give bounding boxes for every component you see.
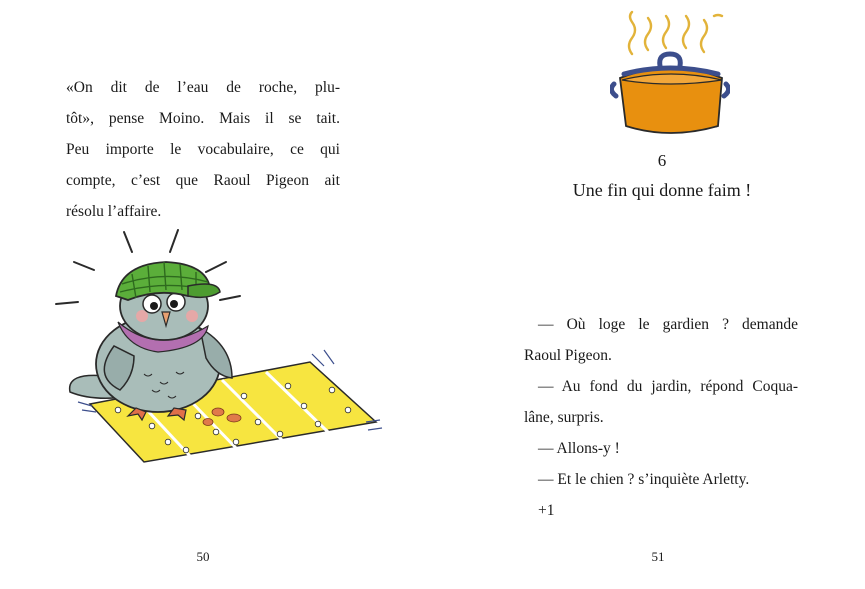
dialogue-line: — Et le chien ? s’inquiète Arletty. xyxy=(538,471,750,488)
paragraph-line: «On dit de l’eau de roche, plu- xyxy=(66,79,340,96)
left-paragraph xyxy=(66,72,340,227)
dialogue-line: Raoul Pigeon. xyxy=(524,347,612,364)
pigeon-illustration xyxy=(48,226,384,470)
page-number: 50 xyxy=(196,549,210,564)
right-page xyxy=(432,0,865,589)
paragraph-line: résolu l’affaire. xyxy=(66,203,162,220)
dialogue-line: lâne, surpris. xyxy=(524,409,604,426)
page-number: 51 xyxy=(651,549,665,564)
cooking-pot-illustration xyxy=(610,8,730,136)
left-page xyxy=(0,0,432,589)
dialogue-line: — Où loge le gardien ? demande xyxy=(538,316,798,333)
dialogue-line: — Au fond du jardin, répond Coqua- xyxy=(538,378,798,395)
paragraph-line: tôt», pense Moino. Mais il se tait. xyxy=(66,110,340,127)
dialogue-line: — Allons-y ! xyxy=(538,440,620,457)
paragraph-line: compte, c’est que Raoul Pigeon ait xyxy=(66,172,340,189)
steam-icon xyxy=(629,12,722,54)
dialogue-block xyxy=(524,309,798,526)
chapter-title: Une fin qui donne faim ! xyxy=(572,180,752,200)
chapter-number: 6 xyxy=(657,151,667,170)
paragraph-line: Peu importe le vocabulaire, ce qui xyxy=(66,141,340,158)
dialogue-line: +1 xyxy=(538,502,555,519)
